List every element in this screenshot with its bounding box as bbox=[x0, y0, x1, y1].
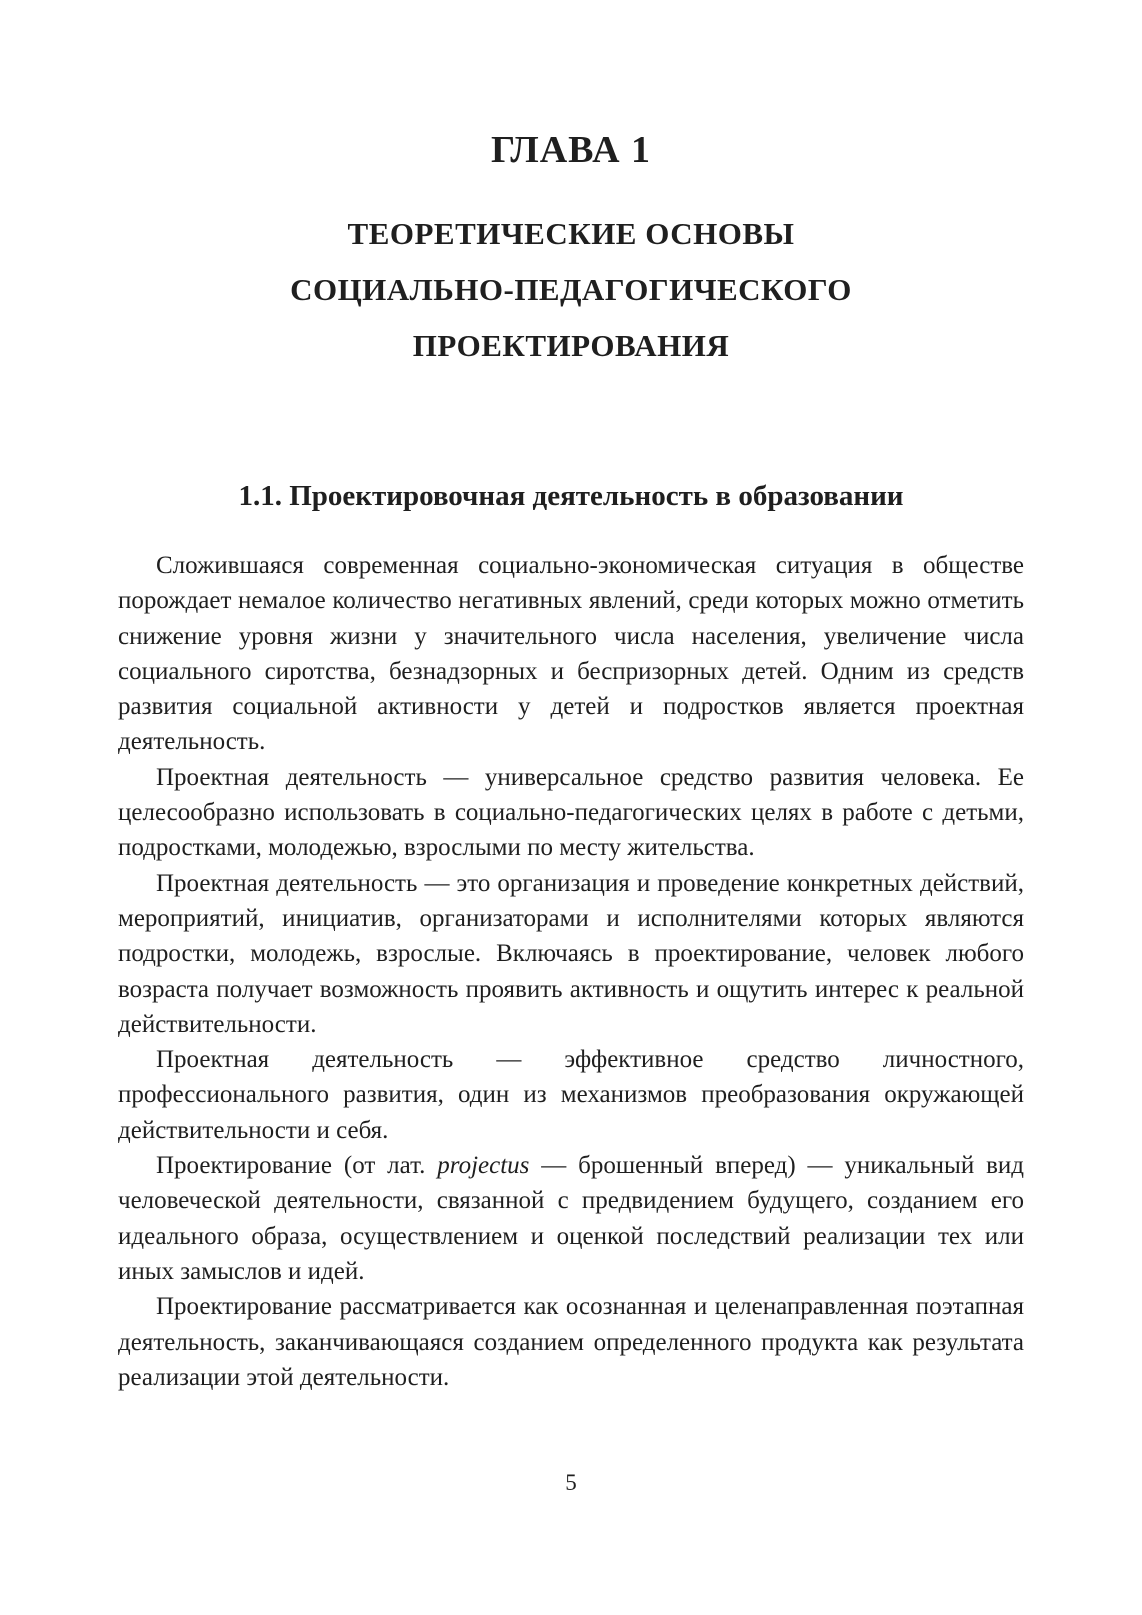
paragraph: Проектирование рассматривается как осознанная и целенаправленная поэтапная деятельность, заканчивающаяся созданием определенного продукта как результата реализации этой деятельности. bbox=[118, 1293, 1024, 1391]
chapter-subtitle-line: ПРОЕКТИРОВАНИЯ bbox=[412, 328, 730, 363]
paragraph-text: Проектирование (от лат. bbox=[156, 1152, 438, 1180]
paragraph: Проектная деятельность — это организация и проведение конкретных действий, мероприятий, инициатив, организаторами и исполнителями которых являются подростки, молодежь, взрослые. Включаясь в проектирование, человек любого возраста получает возможность проявить активность и ощутить интерес к реальной действительности. bbox=[118, 869, 1024, 1038]
chapter-subtitle bbox=[0, 206, 1142, 374]
paragraph: Проектная деятельность — универсальное средство развития человека. Ее целесообразно использовать в социально-педагогических целях в работе с детьми, подростками, молодежью, взрослыми по месту жительства. bbox=[118, 763, 1024, 862]
latin-term: projectus bbox=[437, 1152, 530, 1180]
paragraph: Сложившаяся современная социально-экономическая ситуация в обществе порождает немалое количество негативных явлений, среди которых можно отметить снижение уровня жизни у значительного числа населения, увеличение числа социального сиротства, безнадзорных и беспризорных детей. Одним из средств развития социальной активности у детей и подростков является проектная деятельность. bbox=[118, 552, 1024, 756]
paragraph-projecting-definition bbox=[118, 1148, 1024, 1289]
chapter-title: ГЛАВА 1 bbox=[490, 129, 652, 171]
paragraph: Проектная деятельность — эффективное средство личностного, профессионального развития, один из механизмов преобразования окружающей действительности и себя. bbox=[118, 1046, 1024, 1144]
chapter-subtitle-line: СОЦИАЛЬНО-ПЕДАГОГИЧЕСКОГО bbox=[290, 272, 852, 307]
paragraph-text: — брошенный вперед) — уникальный вид человеческой деятельности, связанной с предвидением будущего, созданием его идеального образа, осуществлением и оценкой последствий реализации тех или иных замыслов и идей. bbox=[118, 1152, 1024, 1285]
page-number: 5 bbox=[565, 1470, 577, 1495]
body-text bbox=[118, 548, 1024, 1395]
section-title: 1.1. Проектировочная деятельность в образовании bbox=[238, 480, 904, 512]
chapter-subtitle-line: ТЕОРЕТИЧЕСКИЕ ОСНОВЫ bbox=[347, 216, 795, 251]
